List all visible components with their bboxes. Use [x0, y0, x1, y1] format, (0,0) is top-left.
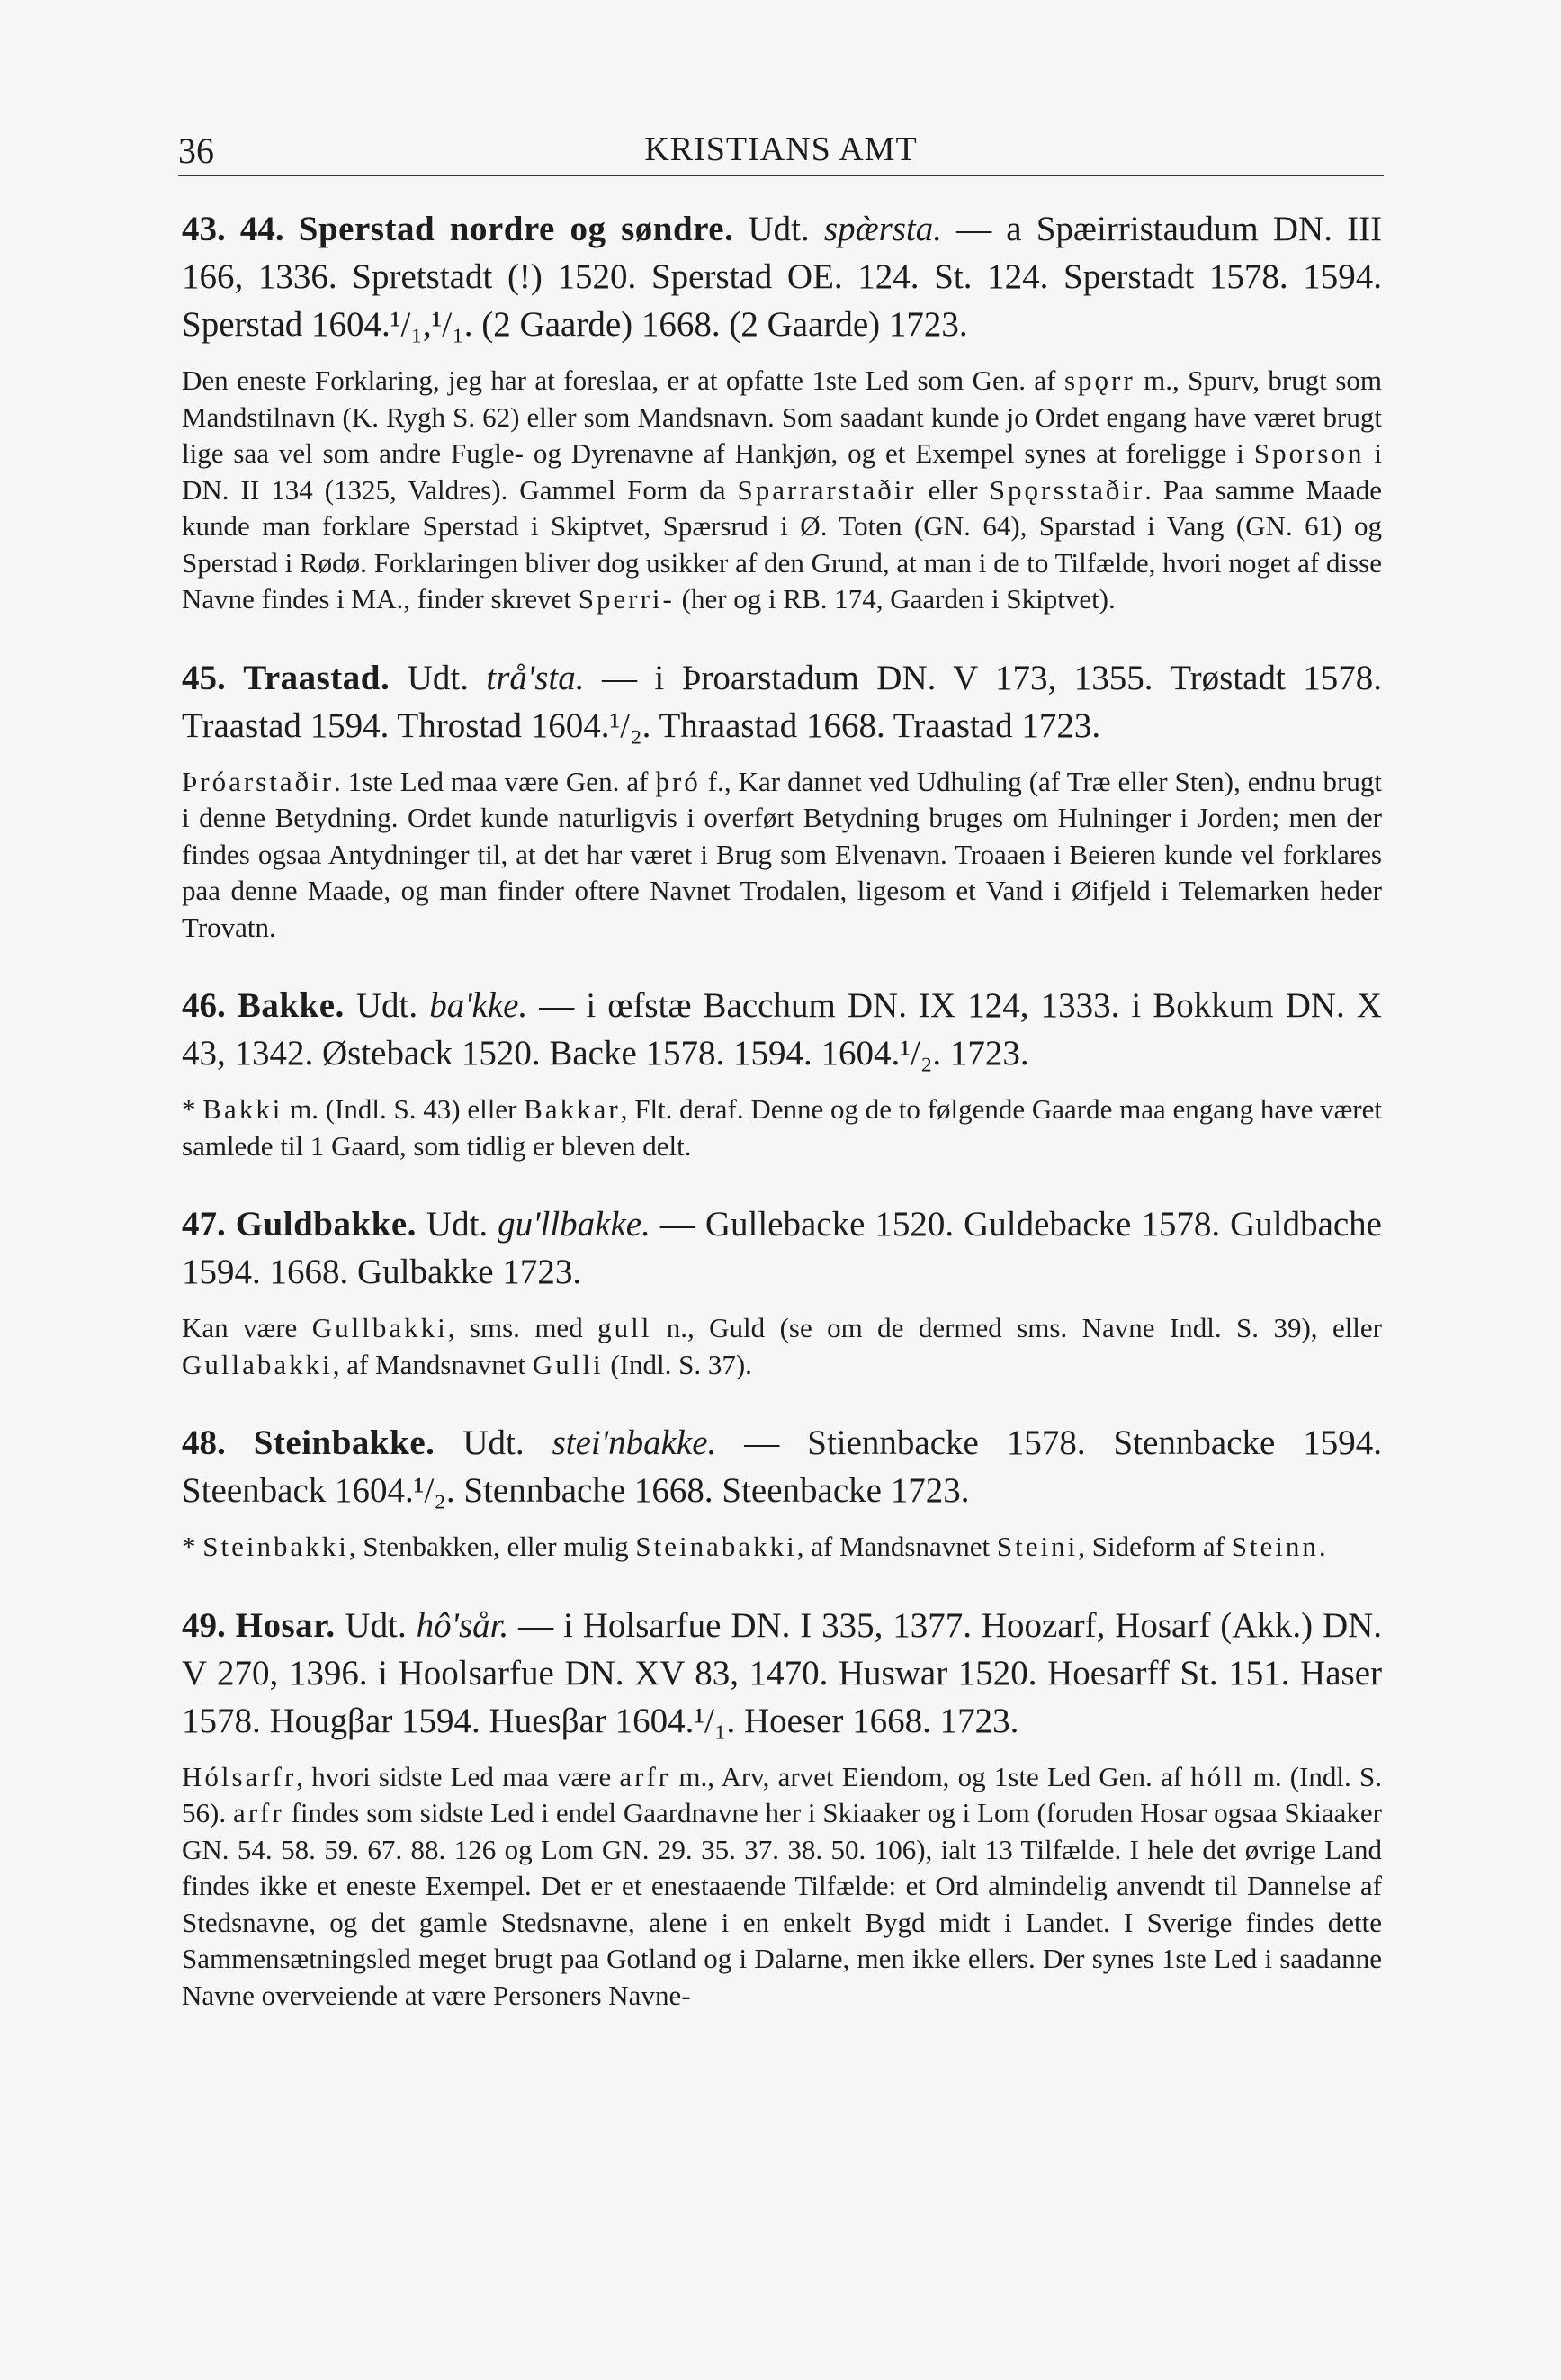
note-text: , af Mandsnavnet — [332, 1348, 533, 1380]
note-text: , af Mandsnavnet — [796, 1531, 997, 1562]
entry-pronunciation: trå'sta. — [486, 658, 585, 697]
note-text: , hvori sidste Led maa være — [296, 1760, 620, 1792]
entry-forms: — Stiennbacke 1578. Stennbacke 1594. Steenback 1604.¹/₂. Stennbache 1668. Steenbacke 1723. — [182, 1424, 1383, 1510]
entry-forms: — i œfstæ Bacchum DN. IX 124, 1333. i Bokkum DN. X 43, 1342. Østeback 1520. Backe 1578. 1594. 1604.¹/₂. 1723. — [182, 986, 1383, 1073]
entry-note — [182, 1091, 1382, 1164]
spaced-term: arfr — [232, 1797, 284, 1828]
spaced-term: Sperri- — [578, 583, 675, 615]
spaced-term: þró — [655, 765, 701, 797]
note-text: eller — [916, 473, 990, 506]
note-text: m. (Indl. S. 43) eller — [283, 1093, 525, 1125]
spaced-term: Sparrarstaðir — [737, 473, 917, 506]
entry-forms: — a Spæirristaudum DN. III 166, 1336. Spretstadt (!) 1520. Sperstad OE. 124. St. 124. Sperstadt 1578. 1594. Sperstad 1604.¹/₁,¹/₁. (2 Gaarde) 1668. (2 Gaarde) 1723. — [182, 210, 1383, 344]
entry-pronunciation: ba'kke. — [429, 986, 528, 1025]
note-text: m., Arv, arvet Eiendom, og 1ste Led Gen. af — [670, 1760, 1191, 1792]
entry-heading — [182, 205, 1382, 348]
entry-headword: Sperstad nordre og søndre. — [298, 210, 734, 248]
entry-forms: — i Holsarfue DN. I 335, 1377. Hoozarf, Hosarf (Akk.) DN. V 270, 1396. i Hoolsarfue DN. XV 83, 1470. Huswar 1520. Hoesarff St. 151. Haser 1578. Hougβar 1594. Huesβar 1604.¹/₁. Hoeser 1668. 1723. — [182, 1605, 1383, 1740]
entry-heading — [182, 654, 1382, 750]
spaced-term: spǫrr — [1063, 364, 1135, 396]
spaced-term: arfr — [619, 1760, 671, 1792]
entry-forms: — Gullebacke 1520. Guldebacke 1578. Guldbache 1594. 1668. Gulbakke 1723. — [182, 1205, 1382, 1291]
note-text: , sms. med — [447, 1312, 598, 1343]
note-text: n., Guld (se om de dermed sms. Navne Indl. S. 39), eller — [651, 1312, 1383, 1343]
entry-note — [182, 1310, 1382, 1383]
page-number: 36 — [178, 130, 214, 171]
entry-number: 48. — [182, 1424, 226, 1462]
entry-number: 49. — [182, 1605, 226, 1645]
entry-number: 43. 44. — [182, 210, 284, 248]
spaced-term: Hólsarfr — [182, 1760, 297, 1792]
entry-udt-label: Udt. — [462, 1424, 525, 1462]
note-text: Kan være — [182, 1312, 312, 1343]
note-text: . — [1318, 1531, 1326, 1562]
running-header — [178, 122, 1384, 176]
note-text: . Paa samme Maade kunde man forklare Sperstad i Skiptvet, Spærsrud i Ø. Toten (GN. 64), Sparstad i Vang (GN. 61) og Sperstad i Rødø. Forklaringen bliver dog usikker af den Grund, at man i de to Tilfælde, hvori noget af disse Navne findes i MA., finder skrevet — [182, 473, 1382, 615]
note-text: * — [182, 1531, 203, 1562]
note-text: (her og i RB. 174, Gaarden i Skiptvet). — [674, 583, 1116, 615]
running-title: KRISTIANS AMT — [644, 130, 918, 168]
spaced-term: Steinabakki — [635, 1531, 797, 1562]
spaced-term: gull — [597, 1312, 652, 1343]
spaced-term: Steini — [996, 1531, 1079, 1562]
spaced-term: hóll — [1190, 1760, 1245, 1792]
entry-headword: Guldbakke. — [235, 1205, 417, 1244]
entry-pronunciation: stei'nbakke. — [552, 1424, 717, 1462]
entry-udt-label: Udt. — [748, 210, 810, 248]
entry-forms: — i Þroarstadum DN. V 173, 1355. Trøstadt 1578. Traastad 1594. Throstad 1604.¹/₂. Thraastad 1668. Traastad 1723. — [182, 658, 1383, 745]
entry-udt-label: Udt. — [426, 1205, 489, 1244]
note-text: . 1ste Led maa være Gen. af — [334, 765, 656, 797]
entry-headword: Traastad. — [243, 658, 390, 697]
spaced-term: Spǫrsstaðir — [989, 473, 1145, 506]
entry-note — [182, 764, 1382, 947]
entry-note — [182, 1759, 1382, 2015]
spaced-term: Steinbakki — [202, 1531, 349, 1562]
entry-pronunciation: spæ̀rsta. — [823, 210, 943, 248]
note-text: m., Spurv, brugt som Mandstilnavn (K. Rygh S. 62) eller som Mandsnavn. Som saadant kunde jo Ordet engang have været brugt lige saa vel som andre Fugle- og Dyrenavne af Hankjøn, og et Exempel synes at foreligge i — [182, 364, 1382, 469]
spaced-term: Steinn — [1231, 1531, 1319, 1562]
entry-headword: Steinbakke. — [253, 1424, 435, 1462]
note-text: m. (Indl. S. 56). — [182, 1760, 1382, 1828]
note-text: Den eneste Forklaring, jeg har at foreslaa, er at opfatte 1ste Led som Gen. af — [182, 364, 1064, 396]
entry-udt-label: Udt. — [355, 986, 418, 1025]
note-text: findes som sidste Led i endel Gaardnavne her i Skiaaker og i Lom (foruden Hosar ogsaa Skiaaker GN. 54. 58. 59. 67. 88. 126 og Lom GN. 29. 35. 37. 38. 50. 106), ialt 13 Tilfælde. I hele det øvrige Land findes ikke et eneste Exempel. Det er et enestaaende Tilfælde: et Ord almindelig anvendt til Dannelse af Stedsnavne, og det gamle Stedsnavne, alene i en enkelt Bygd midt i Landet. I Sverige findes dette Sammensætningsled meget brugt paa Gotland og i Dalarne, men ikke ellers. Der synes 1ste Led i saadanne Navne overveiende at være Personers Navne- — [182, 1797, 1382, 2011]
entry-headword: Bakke. — [237, 986, 345, 1025]
note-text: , Sideform af — [1078, 1531, 1232, 1562]
entry-number: 47. — [182, 1205, 226, 1244]
spaced-term: Sporson — [1253, 437, 1365, 469]
entry-number: 46. — [182, 986, 226, 1025]
note-text: (Indl. S. 37). — [603, 1348, 752, 1380]
spaced-term: Gullbakki — [311, 1312, 448, 1343]
entry-udt-label: Udt. — [407, 658, 469, 697]
entry-note — [182, 363, 1382, 618]
entry-pronunciation: hô'sår. — [416, 1605, 509, 1645]
entry-headword: Hosar. — [235, 1605, 336, 1645]
note-text: , Flt. deraf. Denne og de to følgende Gaarde maa engang have været samlede til 1 Gaard, som tidlig er bleven delt. — [182, 1093, 1382, 1162]
spaced-term: Gullabakki — [182, 1348, 333, 1380]
spaced-term: Bakki — [202, 1093, 283, 1125]
entry-pronunciation: gu'llbakke. — [498, 1205, 650, 1244]
entry-heading — [182, 982, 1382, 1077]
entry-note — [182, 1529, 1382, 1566]
spaced-term: Gulli — [532, 1348, 604, 1380]
spaced-term: Þróarstaðir — [182, 765, 335, 797]
note-text: i DN. II 134 (1325, Valdres). Gammel Form da — [182, 437, 1382, 506]
entry-number: 45. — [182, 658, 226, 697]
entry-udt-label: Udt. — [345, 1605, 407, 1645]
entry-heading — [182, 1200, 1382, 1296]
note-text: f., Kar dannet ved Udhuling (af Træ eller Sten), endnu brugt i denne Betydning. Ordet kunde naturligvis i overført Betydning bruges om Hulninger i Jorden; men der findes ogsaa Antydninger til, at det har været i Brug som Elvenavn. Troaaen i Beieren kunde vel forklares paa denne Maade, og man finder oftere Navnet Trodalen, ligesom et Vand i Øifjeld i Telemarken heder Trovatn. — [182, 765, 1382, 943]
spaced-term: Bakkar — [524, 1093, 621, 1125]
note-text: * — [182, 1093, 203, 1125]
note-text: , Stenbakken, eller mulig — [348, 1531, 636, 1562]
entry-heading — [182, 1419, 1382, 1514]
entry-heading — [182, 1602, 1382, 1745]
document-body — [182, 205, 1382, 2050]
